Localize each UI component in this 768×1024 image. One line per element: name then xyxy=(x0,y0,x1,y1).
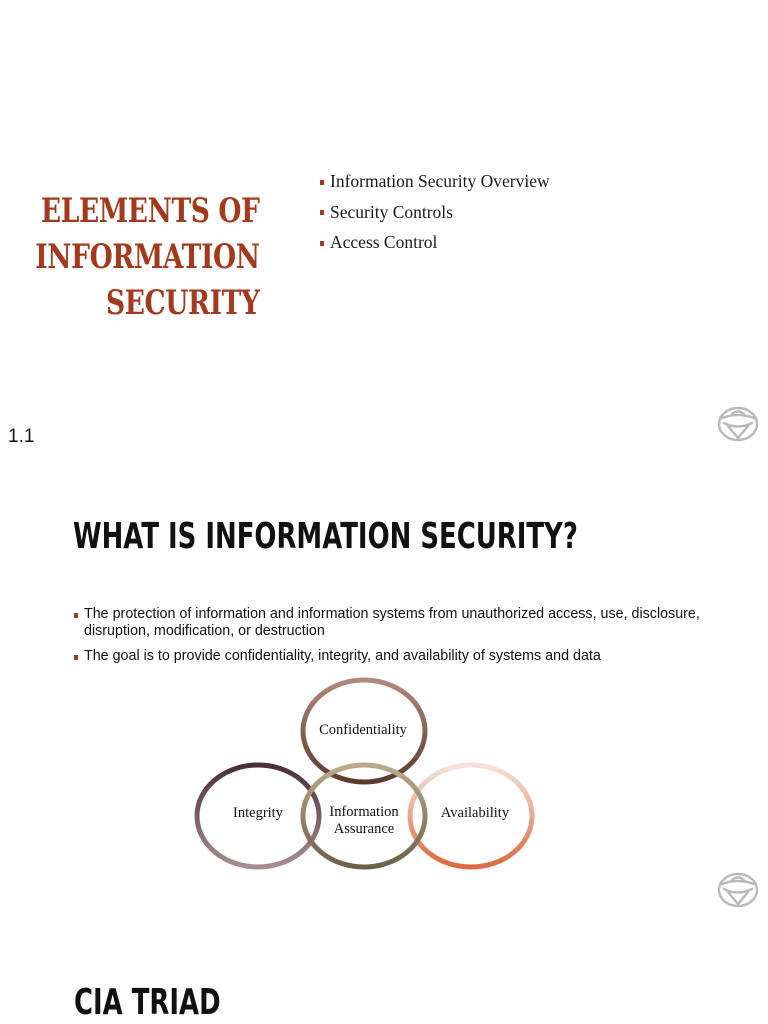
label-integrity: Integrity xyxy=(233,805,283,821)
topic-list xyxy=(320,166,550,258)
list-item-text: Information Security Overview xyxy=(330,171,550,192)
slide-what-is-information-security xyxy=(0,470,768,940)
list-item xyxy=(74,648,714,665)
list-item-text: The protection of information and information systems from unauthorized access, use, disclosure, disruption, modification, or destruction xyxy=(84,606,700,639)
venn-rings xyxy=(190,675,540,875)
shield-logo-icon xyxy=(716,404,760,444)
bullet-icon xyxy=(74,613,78,618)
bullet-icon xyxy=(320,241,324,246)
list-item xyxy=(320,197,550,228)
page-number: 1.1 xyxy=(8,426,35,447)
label-information-assurance xyxy=(309,804,419,838)
definition-list xyxy=(74,606,714,673)
shield-logo-icon xyxy=(716,870,760,910)
label-confidentiality: Confidentiality xyxy=(319,722,407,738)
bullet-icon xyxy=(320,210,324,215)
list-item-text: The goal is to provide confidentiality, integrity, and availability of systems and data xyxy=(84,648,601,664)
bullet-icon xyxy=(74,655,78,660)
bullet-icon xyxy=(320,180,324,185)
list-item xyxy=(320,227,550,258)
slide-title xyxy=(36,188,260,326)
slide-cia-triad xyxy=(0,940,768,1024)
label-line-2: Assurance xyxy=(333,821,395,837)
title-line-3: SECURITY xyxy=(106,283,261,323)
slide-elements-of-information-security xyxy=(0,0,768,470)
list-item-text: Access Control xyxy=(330,232,438,253)
slide-title: CIA TRIAD xyxy=(74,982,221,1023)
cia-venn-diagram xyxy=(190,675,540,875)
list-item xyxy=(320,166,550,197)
label-line-1: Information xyxy=(329,804,399,820)
title-line-1: ELEMENTS OF xyxy=(41,191,260,231)
slide-title: WHAT IS INFORMATION SECURITY? xyxy=(73,516,578,557)
list-item-text: Security Controls xyxy=(330,201,453,222)
title-line-2: INFORMATION xyxy=(35,237,260,277)
label-availability: Availability xyxy=(440,805,510,821)
list-item xyxy=(74,606,714,640)
